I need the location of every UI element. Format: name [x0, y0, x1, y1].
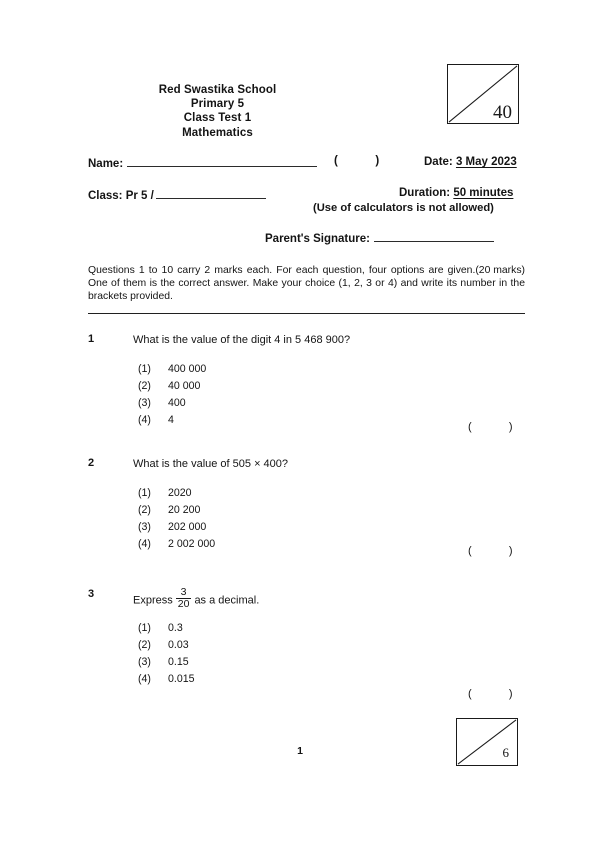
answer-brackets[interactable]: ( ) — [468, 545, 520, 557]
footer-box-value: 6 — [502, 745, 509, 760]
parent-signature-line[interactable] — [374, 230, 494, 242]
option-row[interactable] — [138, 620, 195, 637]
instructions-block — [88, 264, 525, 304]
answer-brackets[interactable]: ( ) — [468, 688, 520, 700]
duration-field-row — [399, 187, 513, 199]
option-label: (1) — [138, 622, 151, 634]
option-label: (4) — [138, 538, 151, 550]
options-list — [138, 620, 195, 688]
name-input-line[interactable] — [127, 155, 317, 167]
option-row[interactable] — [138, 671, 195, 688]
date-label: Date: — [424, 156, 453, 168]
option-row[interactable] — [138, 654, 195, 671]
class-field-row — [88, 187, 266, 202]
option-label: (4) — [138, 414, 151, 426]
option-label: (1) — [138, 487, 151, 499]
question-text: What is the value of the digit 4 in 5 468 900? — [133, 334, 351, 346]
parent-signature-row — [265, 230, 494, 245]
option-value: 400 000 — [168, 363, 207, 375]
options-list — [138, 485, 215, 553]
option-value: 400 — [168, 397, 186, 409]
options-list — [138, 361, 206, 429]
name-label: Name: — [88, 158, 124, 170]
page-number: 1 — [297, 745, 303, 757]
question-text-after: as a decimal. — [194, 594, 260, 607]
option-label: (4) — [138, 673, 151, 685]
option-label: (2) — [138, 504, 151, 516]
instructions-text: Questions 1 to 10 carry 2 marks each. For each question, four options are given. One of them is the correct answer. Make your choice (1, 2, 3 or 4) and write its number in the brackets provided. — [88, 265, 525, 303]
parent-signature-label: Parent's Signature: — [265, 233, 370, 245]
footer-marks-box — [456, 718, 518, 766]
fraction-numerator: 3 — [180, 586, 187, 598]
option-row[interactable] — [138, 536, 215, 553]
index-number-brackets[interactable]: ( ) — [334, 155, 387, 167]
level-name: Primary 5 — [190, 98, 245, 111]
question-number: 1 — [88, 333, 95, 345]
date-field-row — [424, 156, 517, 168]
option-label: (3) — [138, 397, 151, 409]
test-name: Class Test 1 — [183, 112, 252, 125]
school-name: Red Swastika School — [158, 84, 277, 96]
calculator-note: (Use of calculators is not allowed) — [313, 202, 494, 214]
total-marks-value: 40 — [493, 102, 512, 123]
question-number: 3 — [88, 588, 95, 600]
option-row[interactable] — [138, 395, 206, 412]
option-row[interactable] — [138, 519, 215, 536]
name-field-row — [88, 155, 317, 170]
fraction-denominator: 20 — [177, 598, 190, 611]
option-value: 40 000 — [168, 380, 201, 392]
option-row[interactable] — [138, 412, 206, 429]
total-marks-box — [447, 64, 519, 124]
option-value: 20 200 — [168, 504, 201, 516]
section-divider — [88, 313, 525, 314]
question-text: What is the value of 505 × 400? — [133, 458, 289, 470]
fraction — [176, 587, 192, 611]
option-row[interactable] — [138, 485, 215, 502]
option-value: 4 — [168, 414, 174, 426]
answer-brackets[interactable]: ( ) — [468, 421, 520, 433]
option-row[interactable] — [138, 502, 215, 519]
instructions-marks: (20 marks) — [475, 265, 525, 276]
option-label: (3) — [138, 521, 151, 533]
option-label: (1) — [138, 363, 151, 375]
option-row[interactable] — [138, 361, 206, 378]
exam-heading — [0, 83, 435, 140]
duration-value: 50 minutes — [453, 187, 514, 199]
option-value: 0.03 — [168, 639, 189, 651]
class-input-line[interactable] — [156, 187, 266, 199]
class-label: Class: Pr 5 / — [88, 190, 154, 202]
option-row[interactable] — [138, 637, 195, 654]
option-row[interactable] — [138, 378, 206, 395]
option-label: (2) — [138, 380, 151, 392]
option-value: 2 002 000 — [168, 538, 216, 550]
option-value: 0.015 — [168, 673, 195, 685]
option-value: 0.15 — [168, 656, 189, 668]
date-value: 3 May 2023 — [455, 156, 517, 168]
question-number: 2 — [88, 457, 95, 469]
option-label: (3) — [138, 656, 151, 668]
subject-name: Mathematics — [182, 126, 253, 139]
option-label: (2) — [138, 639, 151, 651]
duration-label: Duration: — [399, 187, 451, 199]
option-value: 0.3 — [168, 622, 183, 634]
question-text-before: Express — [133, 594, 173, 607]
option-value: 2020 — [168, 487, 192, 499]
option-value: 202 000 — [168, 521, 207, 533]
question-text — [133, 588, 259, 612]
